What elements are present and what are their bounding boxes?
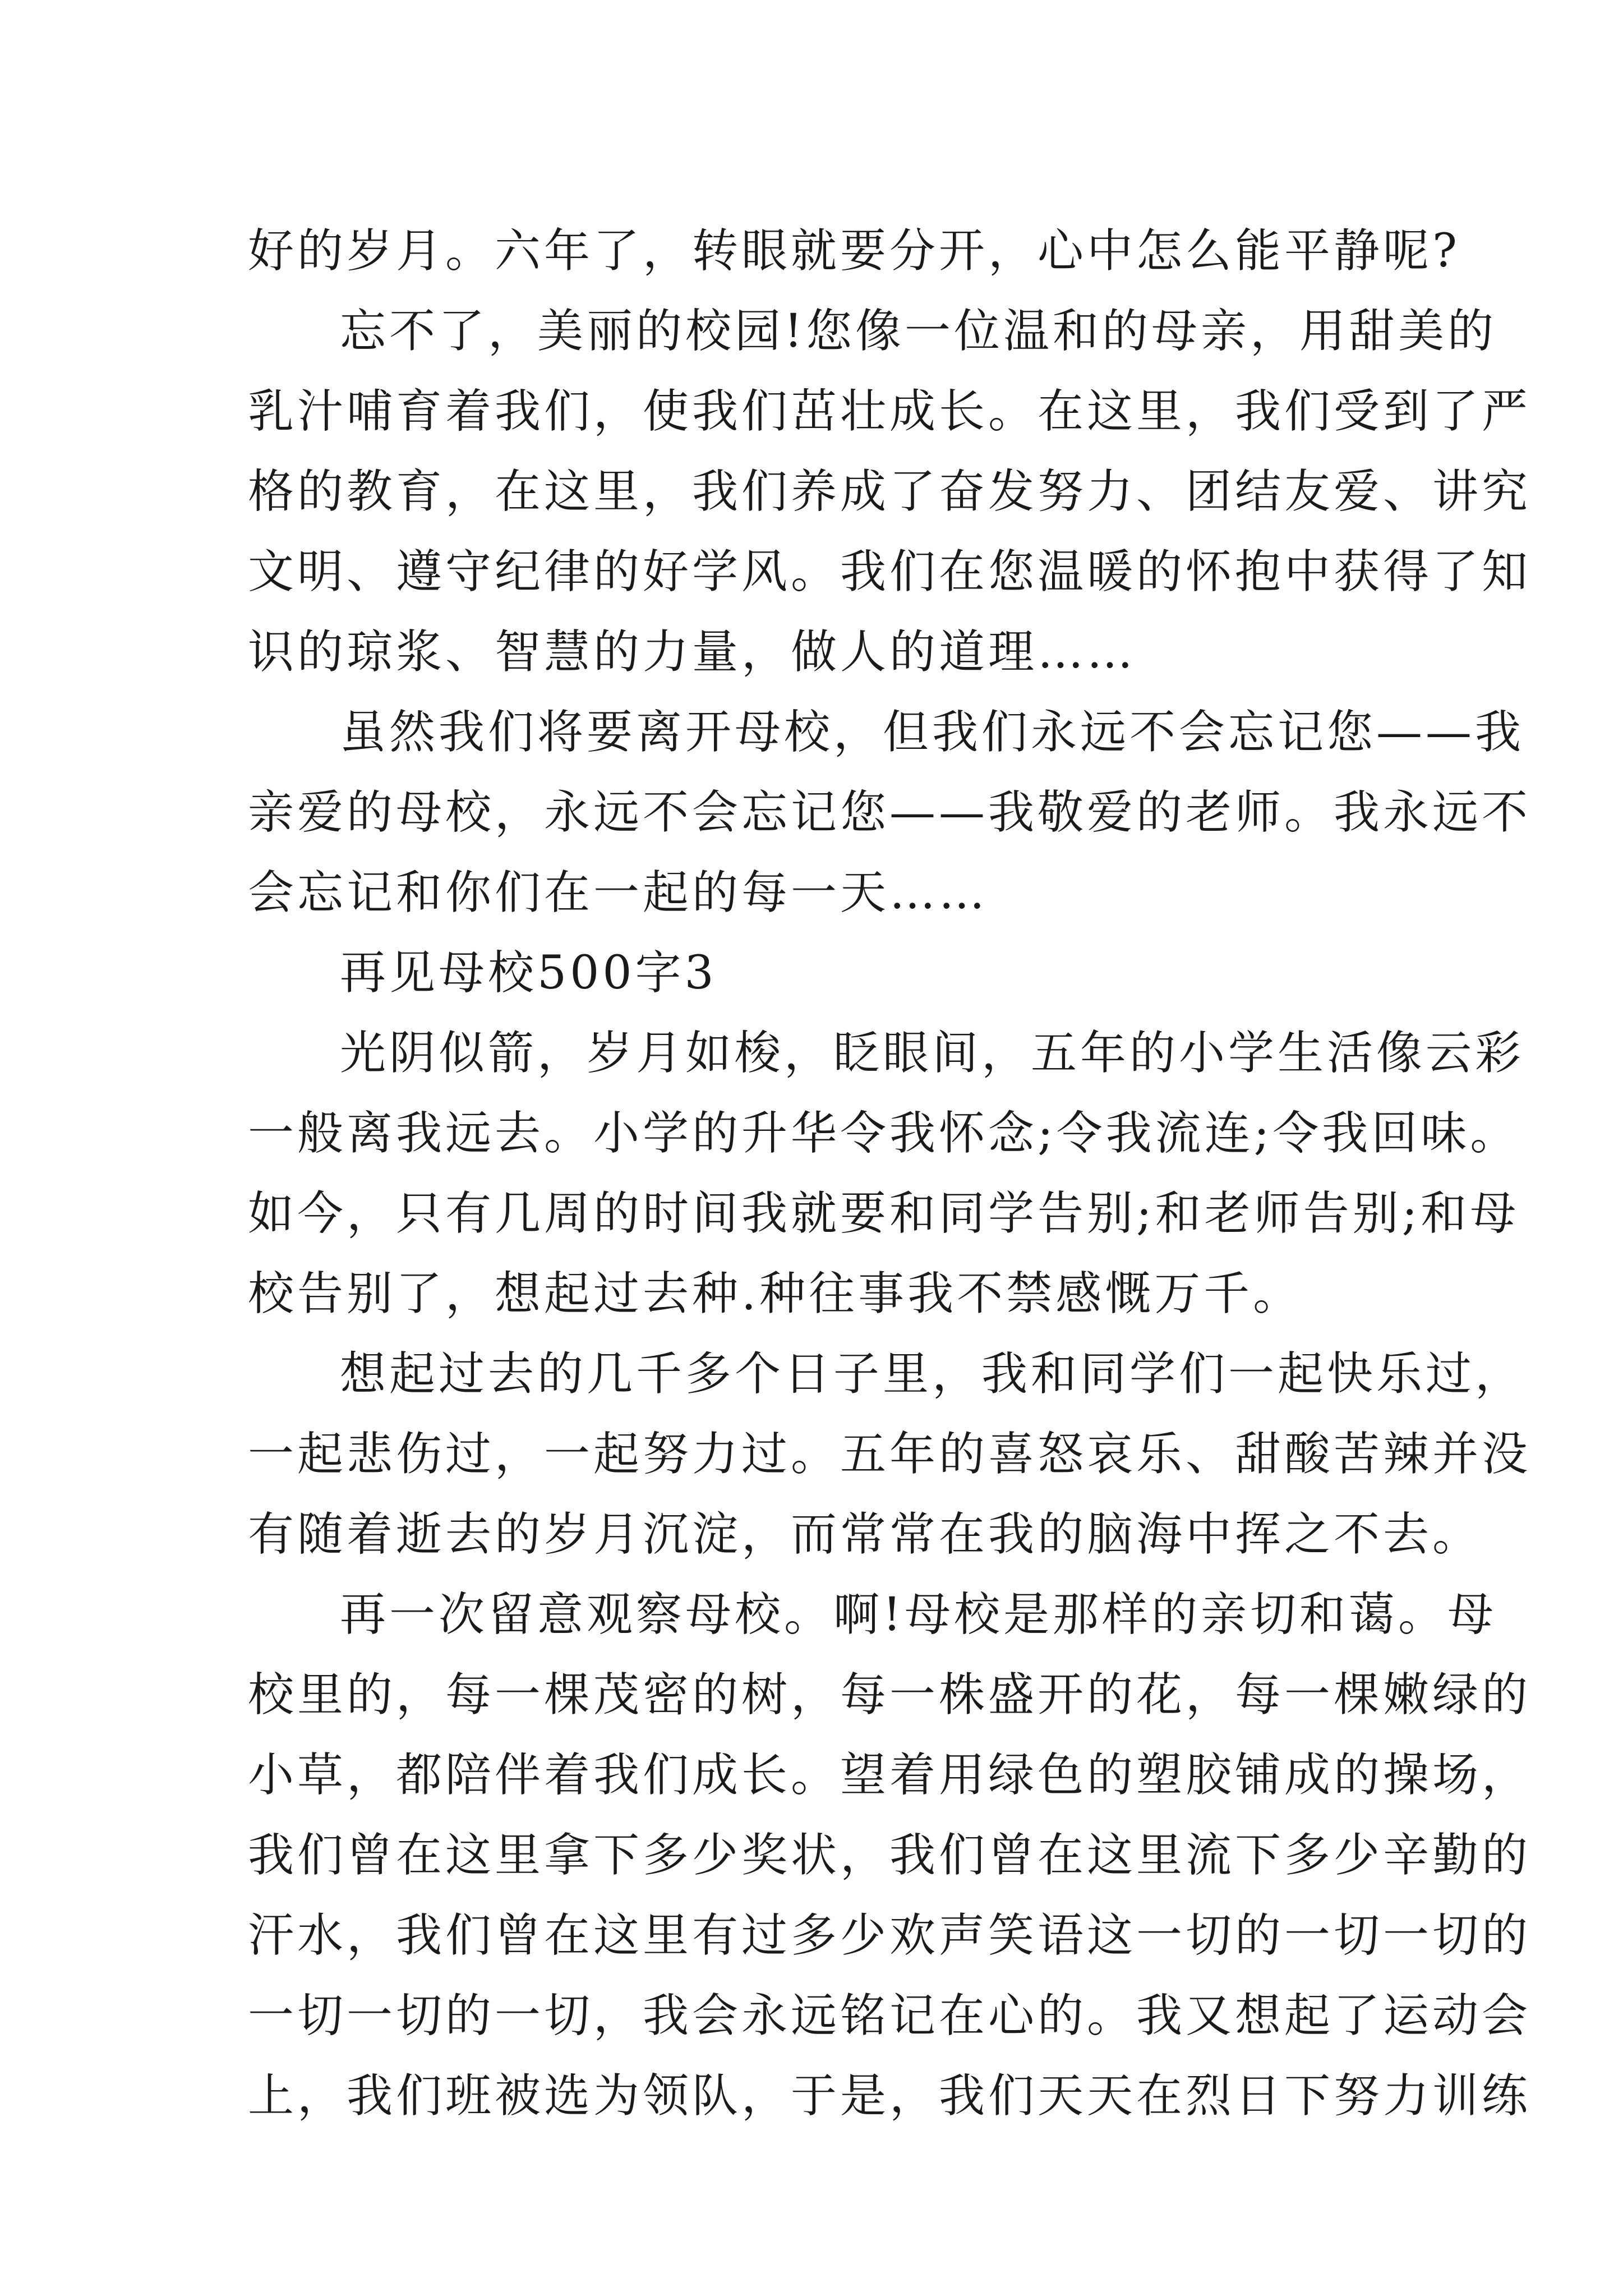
text-line: 校告别了，想起过去种.种往事我不禁感慨万千。 <box>248 1267 1303 1320</box>
text-line: 光阴似箭，岁月如梭，眨眼间，五年的小学生活像云彩 <box>340 1027 1525 1080</box>
text-line: 忘不了，美丽的校园!您像一位温和的母亲，用甜美的 <box>340 305 1497 358</box>
text-line: 好的岁月。六年了，转眼就要分开，心中怎么能平静呢? <box>248 224 1460 278</box>
text-line: 会忘记和你们在一起的每一天…… <box>248 866 989 919</box>
text-line: 识的琼浆、智慧的力量，做人的道理…… <box>248 625 1137 679</box>
text-line: 汗水，我们曾在这里有过多少欢声笑语这一切的一切一切的 <box>248 1909 1532 1962</box>
section-heading: 再见母校500字3 <box>340 946 717 1000</box>
text-line: 如今，只有几周的时间我就要和同学告别;和老师告别;和母 <box>248 1187 1520 1240</box>
document-body <box>248 211 1532 2136</box>
text-line: 再一次留意观察母校。啊!母校是那样的亲切和蔼。母 <box>340 1588 1497 1641</box>
text-line: 文明、遵守纪律的好学风。我们在您温暖的怀抱中获得了知 <box>248 545 1532 599</box>
text-line: 一般离我远去。小学的升华令我怀念;令我流连;令我回味。 <box>248 1107 1520 1160</box>
text-line: 我们曾在这里拿下多少奖状，我们曾在这里流下多少辛勤的 <box>248 1829 1532 1882</box>
text-line: 乳汁哺育着我们，使我们茁壮成长。在这里，我们受到了严 <box>248 385 1532 438</box>
text-line: 校里的，每一棵茂密的树，每一株盛开的花，每一棵嫩绿的 <box>248 1668 1532 1722</box>
text-line: 想起过去的几千多个日子里，我和同学们一起快乐过， <box>340 1347 1525 1401</box>
text-line: 一切一切的一切，我会永远铭记在心的。我又想起了运动会 <box>248 1989 1532 2042</box>
text-line: 上，我们班被选为领队，于是，我们天天在烈日下努力训练 <box>248 2069 1532 2123</box>
text-line: 格的教育，在这里，我们养成了奋发努力、团结友爱、讲究 <box>248 465 1532 518</box>
text-line: 虽然我们将要离开母校，但我们永远不会忘记您——我 <box>340 706 1525 759</box>
text-line: 有随着逝去的岁月沉淀，而常常在我的脑海中挥之不去。 <box>248 1508 1482 1561</box>
text-line: 一起悲伤过，一起努力过。五年的喜怒哀乐、甜酸苦辣并没 <box>248 1428 1532 1481</box>
text-line: 小草，都陪伴着我们成长。望着用绿色的塑胶铺成的操场， <box>248 1749 1532 1802</box>
text-line: 亲爱的母校，永远不会忘记您——我敬爱的老师。我永远不 <box>248 786 1532 839</box>
